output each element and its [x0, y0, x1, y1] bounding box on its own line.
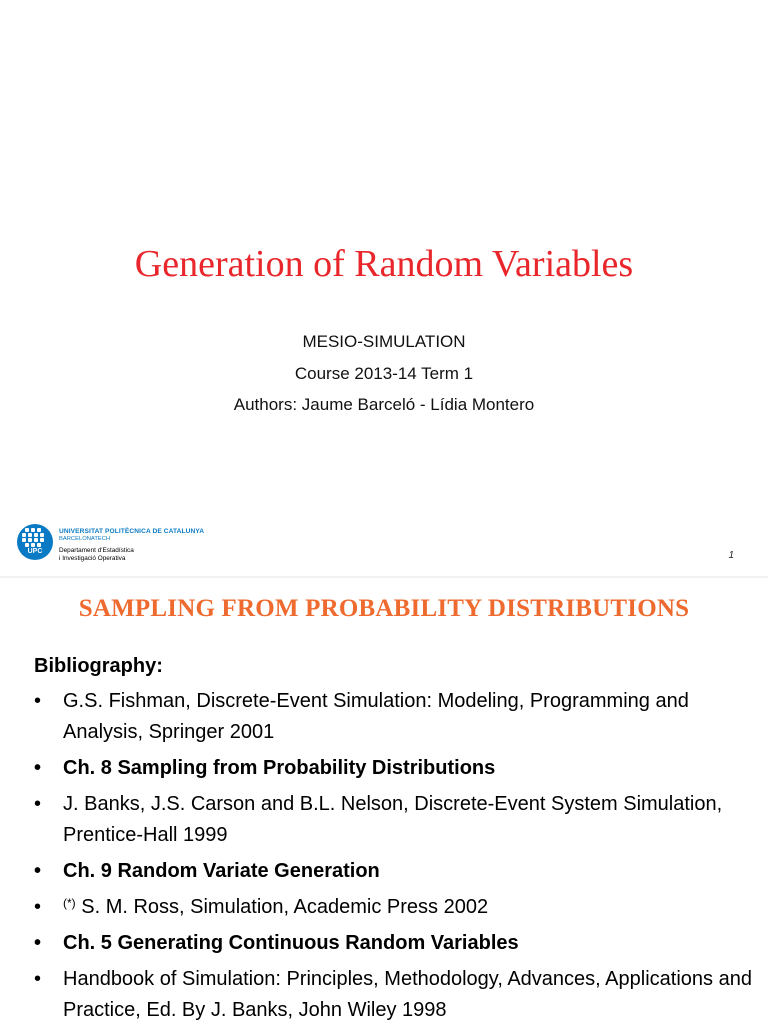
subtitle-line-1: MESIO-SIMULATION [302, 332, 466, 351]
list-item [34, 789, 754, 851]
upc-logo-icon [17, 524, 53, 560]
bullet: • [34, 896, 42, 918]
bullet: • [34, 793, 42, 815]
logo-university-name: UNIVERSITAT POLITÈCNICA DE CATALUNYA [59, 528, 205, 535]
logo-barcelonatech: BARCELONATECH [59, 536, 111, 542]
logo-dot [37, 543, 41, 547]
logo-dot [31, 543, 35, 547]
list-item [34, 686, 754, 748]
list-item [34, 892, 754, 923]
bullet: • [34, 757, 42, 779]
slide-title: Generation of Random Variables [134, 243, 634, 285]
item-text: Ch. 5 Generating Continuous Random Variables [63, 932, 519, 954]
list-item [34, 856, 754, 887]
list-item [34, 964, 754, 1026]
logo-dot [25, 528, 29, 532]
subtitle-line-3: Authors: Jaume Barceló - Lídia Montero [233, 395, 535, 414]
logo-dot [40, 533, 44, 537]
logo-dot [25, 543, 29, 547]
bullet: • [34, 690, 42, 712]
item-text: G.S. Fishman, Discrete-Event Simulation: Modeling, Programming and Analysis, Springer 2001 [63, 690, 689, 743]
logo-dot [40, 538, 44, 542]
logo-dot [28, 533, 32, 537]
page-number: 1 [728, 550, 734, 561]
item-text: Ch. 9 Random Variate Generation [63, 860, 380, 882]
logo-dot [28, 538, 32, 542]
item-marker: (*) [63, 896, 76, 910]
list-item [34, 928, 754, 959]
logo-abbr: UPC [27, 548, 43, 555]
upc-logo [17, 522, 217, 564]
logo-dot [34, 538, 38, 542]
logo-dot [34, 533, 38, 537]
list-item [34, 753, 754, 784]
bullet: • [34, 932, 42, 954]
item-text: S. M. Ross, Simulation, Academic Press 2002 [81, 896, 489, 918]
slide-heading: SAMPLING FROM PROBABILITY DISTRIBUTIONS [78, 595, 690, 622]
logo-dot [22, 538, 26, 542]
subtitle-line-2: Course 2013-14 Term 1 [294, 364, 474, 383]
logo-dot [37, 528, 41, 532]
item-text: J. Banks, J.S. Carson and B.L. Nelson, Discrete-Event System Simulation, Prentice-Hall 1999 [63, 793, 723, 846]
item-text: Ch. 8 Sampling from Probability Distributions [63, 757, 496, 779]
bullet: • [34, 860, 42, 882]
logo-dot [22, 533, 26, 537]
bibliography-list [34, 686, 754, 1031]
logo-department-2: i Investigació Operativa [59, 555, 126, 562]
bullet: • [34, 968, 42, 990]
logo-department: Departament d'Estadística [59, 547, 134, 554]
item-text: Handbook of Simulation: Principles, Methodology, Advances, Applications and Practice, Ed. By J. Banks, John Wiley 1998 [63, 968, 752, 1021]
content-slide [0, 578, 768, 1024]
bibliography-heading: Bibliography: [34, 655, 163, 677]
logo-dot [31, 528, 35, 532]
